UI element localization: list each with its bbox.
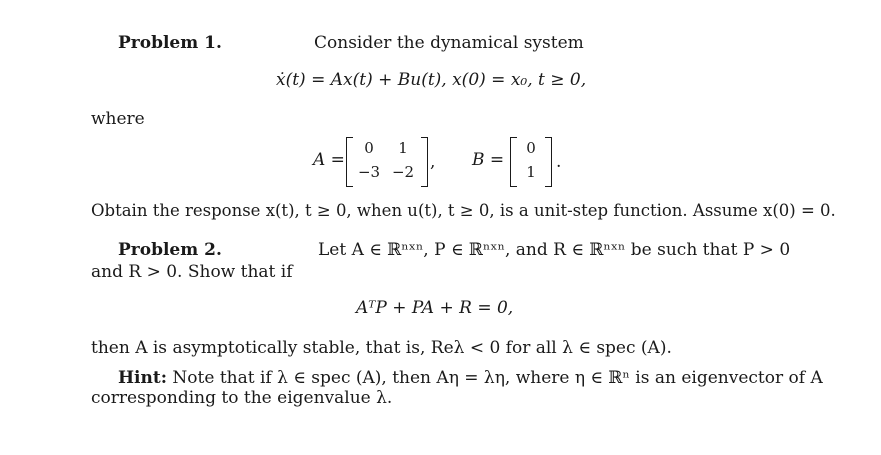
matrix-a-cell: 0 [364, 139, 374, 157]
problem2-hint-line1 [118, 368, 823, 388]
matrix-a-right-bracket [421, 137, 428, 187]
matrix-a-label: A = [313, 150, 345, 170]
matrix-a-cell: −2 [391, 163, 415, 181]
matrix-a-cell: 1 [398, 139, 408, 157]
problem1-where: where [91, 109, 145, 129]
matrix-b [510, 137, 552, 187]
matrix-a [346, 137, 428, 187]
matrix-end-period: . [556, 152, 562, 172]
hint-label: Hint: [118, 368, 168, 388]
matrix-separator-comma: , [430, 152, 436, 172]
problem2-conclusion: then A is asymptotically stable, that is, Reλ < 0 for all λ ∈ spec (A). [91, 338, 672, 358]
problem2-heading: Problem 2. [118, 240, 222, 260]
matrix-b-cell: 0 [526, 139, 536, 157]
problem2-equation: AᵀP + PA + R = 0, [356, 298, 514, 318]
problem1-heading: Problem 1. [118, 33, 222, 53]
matrix-b-cell: 1 [526, 163, 536, 181]
problem2-hint-line2: corresponding to the eigenvalue λ. [91, 388, 393, 408]
matrix-a-left-bracket [346, 137, 353, 187]
problem2-statement-line1: Let A ∈ ℝⁿˣⁿ, P ∈ ℝⁿˣⁿ, and R ∈ ℝⁿˣⁿ be such that P > 0 [318, 240, 791, 260]
problem1-intro: Consider the dynamical system [314, 33, 584, 53]
problem1-equation: ẋ(t) = Ax(t) + Bu(t), x(0) = x₀, t ≥ 0, [276, 70, 587, 90]
matrix-a-cell: −3 [357, 163, 381, 181]
matrix-b-label: B = [472, 150, 505, 170]
matrix-b-left-bracket [510, 137, 517, 187]
hint-text: Note that if λ ∈ spec (A), then Aη = λη, where η ∈ ℝⁿ is an eigenvector of A [172, 368, 823, 388]
problem2-statement-line2: and R > 0. Show that if [91, 262, 293, 282]
problem1-task: Obtain the response x(t), t ≥ 0, when u(t), t ≥ 0, is a unit-step function. Assume x(0) = 0. [91, 201, 836, 220]
matrix-b-right-bracket [545, 137, 552, 187]
